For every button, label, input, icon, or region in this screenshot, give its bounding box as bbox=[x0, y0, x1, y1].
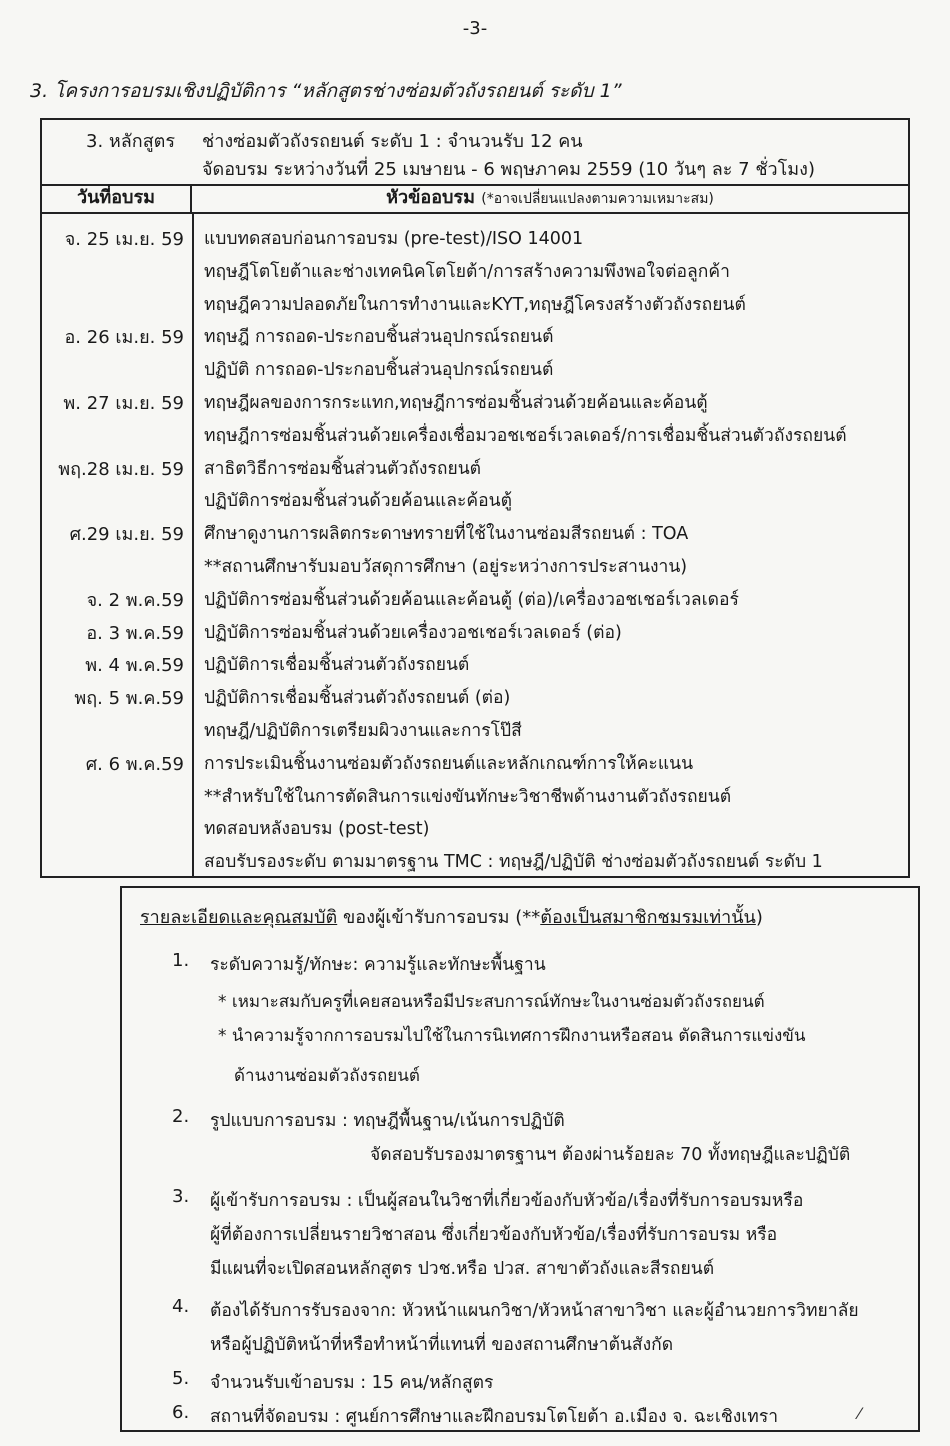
details-title bbox=[140, 902, 763, 931]
item-3-line-1: ผู้เข้ารับการอบรม : เป็นผู้สอนในวิชาที่เกี่ยวข้องกับหัวข้อ/เรื่องที่รับการอบรมหรือ bbox=[210, 1191, 804, 1211]
item-1-line: ระดับความรู้/ทักษะ: ความรู้และทักษะพื้นฐาน bbox=[210, 955, 546, 975]
row-topic: ทฤษฎีผลของการกระแทก,ทฤษฎีการซ่อมชิ้นส่วนด้วยค้อนและค้อนตู้ bbox=[204, 393, 708, 413]
row-topic: ทฤษฎี/ปฏิบัติการเตรียมผิวงานและการโป๊สี bbox=[204, 720, 522, 741]
item-2-line-1: รูปแบบการอบรม : ทฤษฎีพื้นฐาน/เน้นการปฏิบัติ bbox=[210, 1111, 565, 1131]
row-date: พฤ. 5 พ.ค.59 bbox=[74, 688, 184, 710]
course-label: 3. หลักสูตร bbox=[86, 131, 176, 152]
row-date: จ. 2 พ.ค.59 bbox=[86, 589, 184, 611]
row-topic: ทฤษฎีโตโยต้าและช่างเทคนิคโตโยต้า/การสร้างความพึงพอใจต่อลูกค้า bbox=[204, 261, 730, 282]
course-title: ช่างซ่อมตัวถังรถยนต์ ระดับ 1 : จำนวนรับ 12 คน bbox=[202, 131, 583, 152]
row-date: พ. 27 เม.ย. 59 bbox=[63, 393, 184, 414]
course-info bbox=[42, 120, 908, 186]
row-date: อ. 26 เม.ย. 59 bbox=[64, 327, 184, 349]
item-number-3: 3. bbox=[172, 1186, 190, 1207]
item-6-line: สถานที่จัดอบรม : ศูนย์การศึกษาและฝึกอบรมโตโยต้า อ.เมือง จ. ฉะเชิงเทรา bbox=[210, 1407, 779, 1427]
row-topic: ปฏิบัติการซ่อมชิ้นส่วนด้วยเครื่องวอชเชอร์เวลเดอร์ (ต่อ) bbox=[204, 622, 622, 643]
row-topic: **สำหรับใช้ในการตัดสินการแข่งขันทักษะวิชาชีพด้านงานตัวถังรถยนต์ bbox=[204, 786, 732, 807]
column-header-topic-label: หัวข้ออบรม bbox=[386, 187, 475, 208]
item-5-line: จำนวนรับเข้าอบรม : 15 คน/หลักสูตร bbox=[210, 1373, 494, 1393]
details-box bbox=[120, 886, 920, 1432]
section-heading: 3. โครงการอบรมเชิงปฏิบัติการ “หลักสูตรช่างซ่อมตัวถังรถยนต์ ระดับ 1” bbox=[30, 80, 622, 102]
details-title-members-only: ต้องเป็นสมาชิกชมรมเท่านั้น bbox=[540, 907, 756, 928]
row-topic: ศึกษาดูงานการผลิตกระดาษทรายที่ใช้ในงานซ่อมสีรถยนต์ : TOA bbox=[204, 524, 689, 545]
bullet-2: * นำความรู้จากการอบรมไปใช้ในการนิเทศการฝึกงานหรือสอน ตัดสินการแข่งขัน bbox=[218, 1026, 806, 1046]
row-topic: ปฏิบัติการเชื่อมชิ้นส่วนตัวถังรถยนต์ bbox=[204, 655, 470, 676]
column-divider bbox=[192, 214, 194, 876]
row-topic: ทดสอบหลังอบรม (post-test) bbox=[204, 819, 430, 840]
column-header-topic bbox=[192, 184, 908, 214]
item-number-2: 2. bbox=[172, 1106, 190, 1127]
item-number-4: 4. bbox=[172, 1296, 190, 1317]
row-date: จ. 25 เม.ย. 59 bbox=[64, 229, 184, 250]
details-title-middle: ของผู้เข้ารับการอบรม (** bbox=[337, 907, 541, 928]
row-date: พฤ.28 เม.ย. 59 bbox=[58, 458, 184, 480]
item-number-5: 5. bbox=[172, 1368, 190, 1389]
row-topic: สาธิตวิธีการซ่อมชิ้นส่วนตัวถังรถยนต์ bbox=[204, 458, 482, 479]
schedule-table bbox=[40, 118, 910, 878]
row-topic: ปฏิบัติการเชื่อมชิ้นส่วนตัวถังรถยนต์ (ต่อ) bbox=[204, 688, 511, 709]
row-topic: ปฏิบัติการซ่อมชิ้นส่วนด้วยค้อนและค้อนตู้ (ต่อ)/เครื่องวอชเชอร์เวลเดอร์ bbox=[204, 589, 739, 610]
column-header-date: วันที่อบรม bbox=[42, 184, 192, 214]
row-topic: ทฤษฎี การถอด-ประกอบชิ้นส่วนอุปกรณ์รถยนต์ bbox=[204, 327, 554, 348]
pen-mark: ⁄ bbox=[858, 1404, 861, 1423]
row-topic: การประเมินชิ้นงานซ่อมตัวถังรถยนต์และหลักเกณฑ์การให้คะแนน bbox=[204, 753, 694, 774]
item-2-line-2: จัดสอบรับรองมาตรฐานฯ ต้องผ่านร้อยละ 70 ทั้งทฤษฎีและปฏิบัติ bbox=[370, 1145, 851, 1165]
item-3-line-3: มีแผนที่จะเปิดสอนหลักสูตร ปวช.หรือ ปวส. สาขาตัวถังและสีรถยนต์ bbox=[210, 1259, 715, 1279]
details-title-main: รายละเอียดและคุณสมบัติ bbox=[140, 907, 338, 928]
bullet-1: * เหมาะสมกับครูที่เคยสอนหรือมีประสบการณ์ทักษะในงานซ่อมตัวถังรถยนต์ bbox=[218, 992, 765, 1012]
row-topic: ปฏิบัติการซ่อมชิ้นส่วนด้วยค้อนและค้อนตู้ bbox=[204, 491, 512, 512]
item-4-line-1: ต้องได้รับการรับรองจาก: หัวหน้าแผนกวิชา/หัวหน้าสาขาวิชา และผู้อำนวยการวิทยาลัย bbox=[210, 1301, 859, 1321]
row-date: ศ.29 เม.ย. 59 bbox=[69, 524, 184, 546]
row-topic: สอบรับรองระดับ ตามมาตรฐาน TMC : ทฤษฎี/ปฏิบัติ ช่างซ่อมตัวถังรถยนต์ ระดับ 1 bbox=[204, 852, 823, 873]
details-title-end: ) bbox=[755, 907, 763, 928]
item-number-1: 1. bbox=[172, 950, 190, 971]
course-dates: จัดอบรม ระหว่างวันที่ 25 เมษายน - 6 พฤษภาคม 2559 (10 วันๆ ละ 7 ชั่วโมง) bbox=[202, 159, 815, 180]
item-3-line-2: ผู้ที่ต้องการเปลี่ยนรายวิชาสอน ซึ่งเกี่ยวข้องกับหัวข้อ/เรื่องที่รับการอบรม หรือ bbox=[210, 1225, 778, 1245]
row-topic: ทฤษฎีการซ่อมชิ้นส่วนด้วยเครื่องเชื่อมวอชเชอร์เวลเดอร์/การเชื่อมชิ้นส่วนตัวถังรถยนต์ bbox=[204, 425, 847, 446]
row-date: อ. 3 พ.ค.59 bbox=[86, 622, 184, 644]
row-topic: **สถานศึกษารับมอบวัสดุการศึกษา (อยู่ระหว่างการประสานงาน) bbox=[204, 556, 688, 577]
bullet-2-continuation: ด้านงานซ่อมตัวถังรถยนต์ bbox=[234, 1066, 420, 1086]
row-date: พ. 4 พ.ค.59 bbox=[85, 655, 184, 677]
column-header-topic-note: (*อาจเปลี่ยนแปลงตามความเหมาะสม) bbox=[481, 191, 714, 207]
row-date: ศ. 6 พ.ค.59 bbox=[85, 753, 184, 775]
row-topic: ปฏิบัติ การถอด-ประกอบชิ้นส่วนอุปกรณ์รถยนต์ bbox=[204, 360, 554, 381]
item-number-6: 6. bbox=[172, 1402, 190, 1423]
item-4-line-2: หรือผู้ปฏิบัติหน้าที่หรือทำหน้าที่แทนที่ ของสถานศึกษาต้นสังกัด bbox=[210, 1335, 674, 1355]
row-topic: แบบทดสอบก่อนการอบรม (pre-test)/ISO 14001 bbox=[204, 229, 584, 249]
page-number: -3- bbox=[462, 18, 488, 39]
row-topic: ทฤษฎีความปลอดภัยในการทำงานและKYT,ทฤษฎีโครงสร้างตัวถังรถยนต์ bbox=[204, 294, 746, 315]
